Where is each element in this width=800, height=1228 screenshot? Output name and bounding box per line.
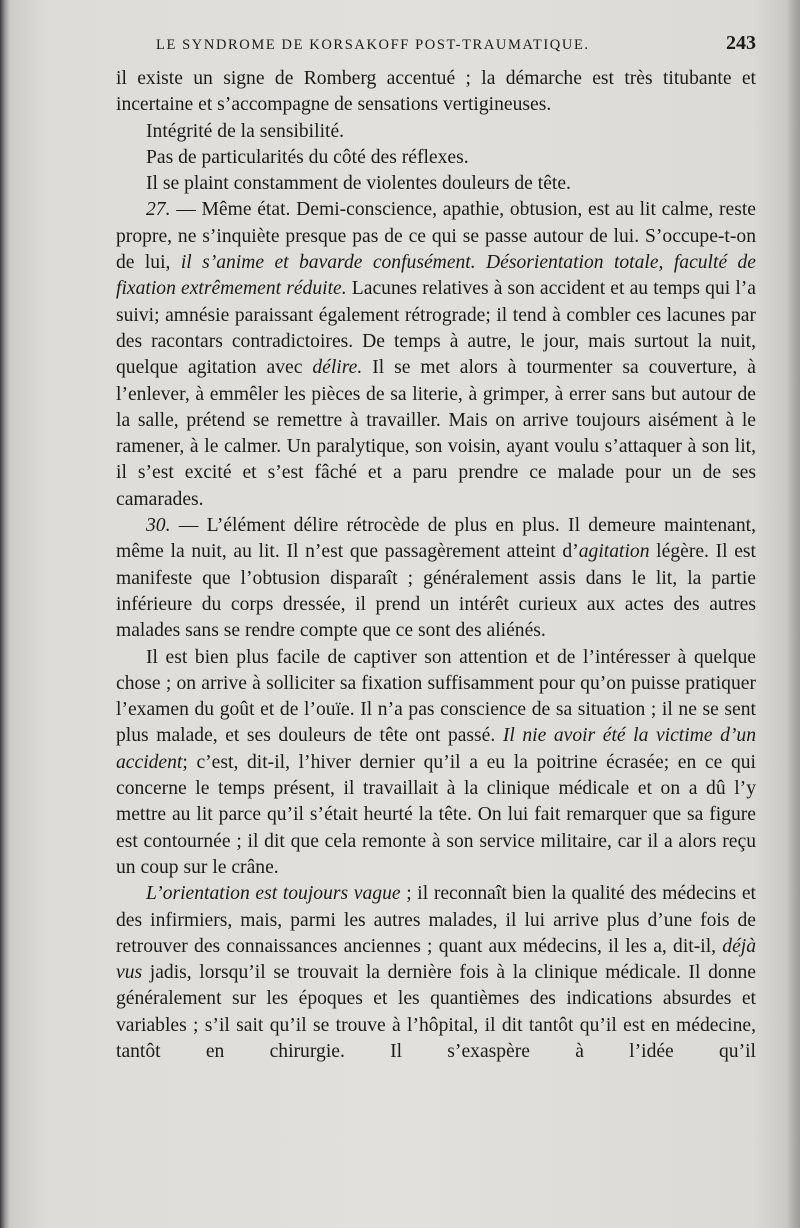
- paragraph-text: Il est bien plus facile de captiver son attention et de l’intéresser à quelque chose ; on arrive à solliciter sa fixation suffisamment pour qu’on puisse pratiquer l’examen du goût et de l’ouïe. Il n’a pas conscience de sa situation ; il ne se sent plus malade, et ses douleurs de tête ont passé.: [116, 646, 756, 747]
- page-number: 243: [726, 32, 756, 54]
- entry-date: 27.: [146, 199, 171, 221]
- running-title: LE SYNDROME DE KORSAKOFF POST-TRAUMATIQUE.: [156, 37, 590, 53]
- paragraph-headaches: [116, 171, 756, 197]
- italic-emphasis: Il nie avoir été la victime d’un accident: [116, 725, 756, 773]
- running-head: [116, 32, 756, 62]
- paragraph-text: il existe un signe de Romberg accentué ; la démarche est très titubante et incertaine et s’accompagne de sensations vertigineuses.: [116, 68, 756, 116]
- paragraph-text: Il se plaint constamment de violentes douleurs de tête.: [146, 173, 571, 195]
- italic-emphasis: il s’anime et bavarde confusément. Désorientation totale, faculté de fixation extrêmement réduite.: [116, 252, 757, 300]
- paragraph-text: — L’élément délire rétrocède de plus en plus. Il demeure maintenant, même la nuit, au lit. Il n’est que passagèrement atteint d’: [116, 515, 756, 563]
- paragraph-attention: [116, 645, 756, 882]
- paragraph-romberg: [116, 66, 756, 119]
- paragraph-text: — Même état. Demi-conscience, apathie, obtusion, est au lit calme, reste propre, ne s’inquiète presque pas de ce qui se passe autour de lui. S’occupe-t-on de lui,: [116, 199, 756, 274]
- italic-emphasis: déjà vus: [116, 935, 756, 984]
- paragraph-text: légère. Il est manifeste que l’obtusion disparaît ; généralement assis dans le lit, la partie inférieure du corps dressée, il prend un intérêt curieux aux actes des autres malades sans se rendre compte que ce sont des aliénés.: [116, 541, 756, 642]
- italic-emphasis: agitation: [578, 541, 650, 563]
- paragraph-text: jadis, lorsqu’il se trouvait la dernière fois à la clinique médicale. Il donne généralement sur les époques et les quantièmes des indications absurdes et variables ; s’il sait qu’il se trouve à l’hôpital, il dit tantôt qu’il est en médecine, tantôt en chirurgie. Il s’exaspère à l’idée qu’il: [116, 962, 756, 1062]
- paragraph-text: ; il reconnaît bien la qualité des médecins et des infirmiers, mais, parmi les autres malades, il lui arrive plus d’une fois de retrouver des connaissances anciennes ; quant aux médecins, il les a, dit-il,: [116, 883, 756, 957]
- paragraph-reflexes: [116, 145, 756, 171]
- paragraph-entry-30: [116, 513, 756, 644]
- paragraph-orientation: [116, 881, 756, 1065]
- paragraph-entry-27: [116, 197, 756, 513]
- italic-emphasis: délire.: [312, 357, 363, 379]
- italic-emphasis: L’orientation est toujours vague: [146, 883, 401, 905]
- paragraph-text: Pas de particularités du côté des réflexes.: [146, 146, 469, 168]
- paragraph-text: Il se met alors à tourmenter sa couverture, à l’enlever, à emmêler les pièces de sa literie, à grimper, à errer sans but autour de la salle, prétend se remettre à travailler. Mais on arrive toujours aisément à le ramener, à le calmer. Un paralytique, son voisin, ayant voulu s’attaquer à son lit, il s’est excité et s’est fâché et a paru prendre ce malade pour un de ses camarades.: [116, 357, 756, 510]
- paragraph-text: ; c’est, dit-il, l’hiver dernier qu’il a eu la poitrine écrasée; en ce qui concerne le temps présent, il travaillait à la clinique médicale et on a dû l’y mettre au lit parce qu’il s’était heurté la tête. On lui fait remarquer que sa figure est contournée ; il dit que cela remonte à son service militaire, car il a alors reçu un coup sur le crâne.: [116, 751, 756, 878]
- paragraph-sensibility: [116, 119, 756, 145]
- paragraph-text: Intégrité de la sensibilité.: [146, 120, 345, 142]
- body-text: [116, 66, 756, 1065]
- paragraph-text: Lacunes relatives à son accident et au temps qui l’a suivi; amnésie paraissant également rétrograde; il tend à combler ces lacunes par des racontars contradictoires. De temps à autre, le jour, mais surtout la nuit, quelque agitation avec: [116, 278, 757, 379]
- entry-date: 30.: [146, 515, 171, 537]
